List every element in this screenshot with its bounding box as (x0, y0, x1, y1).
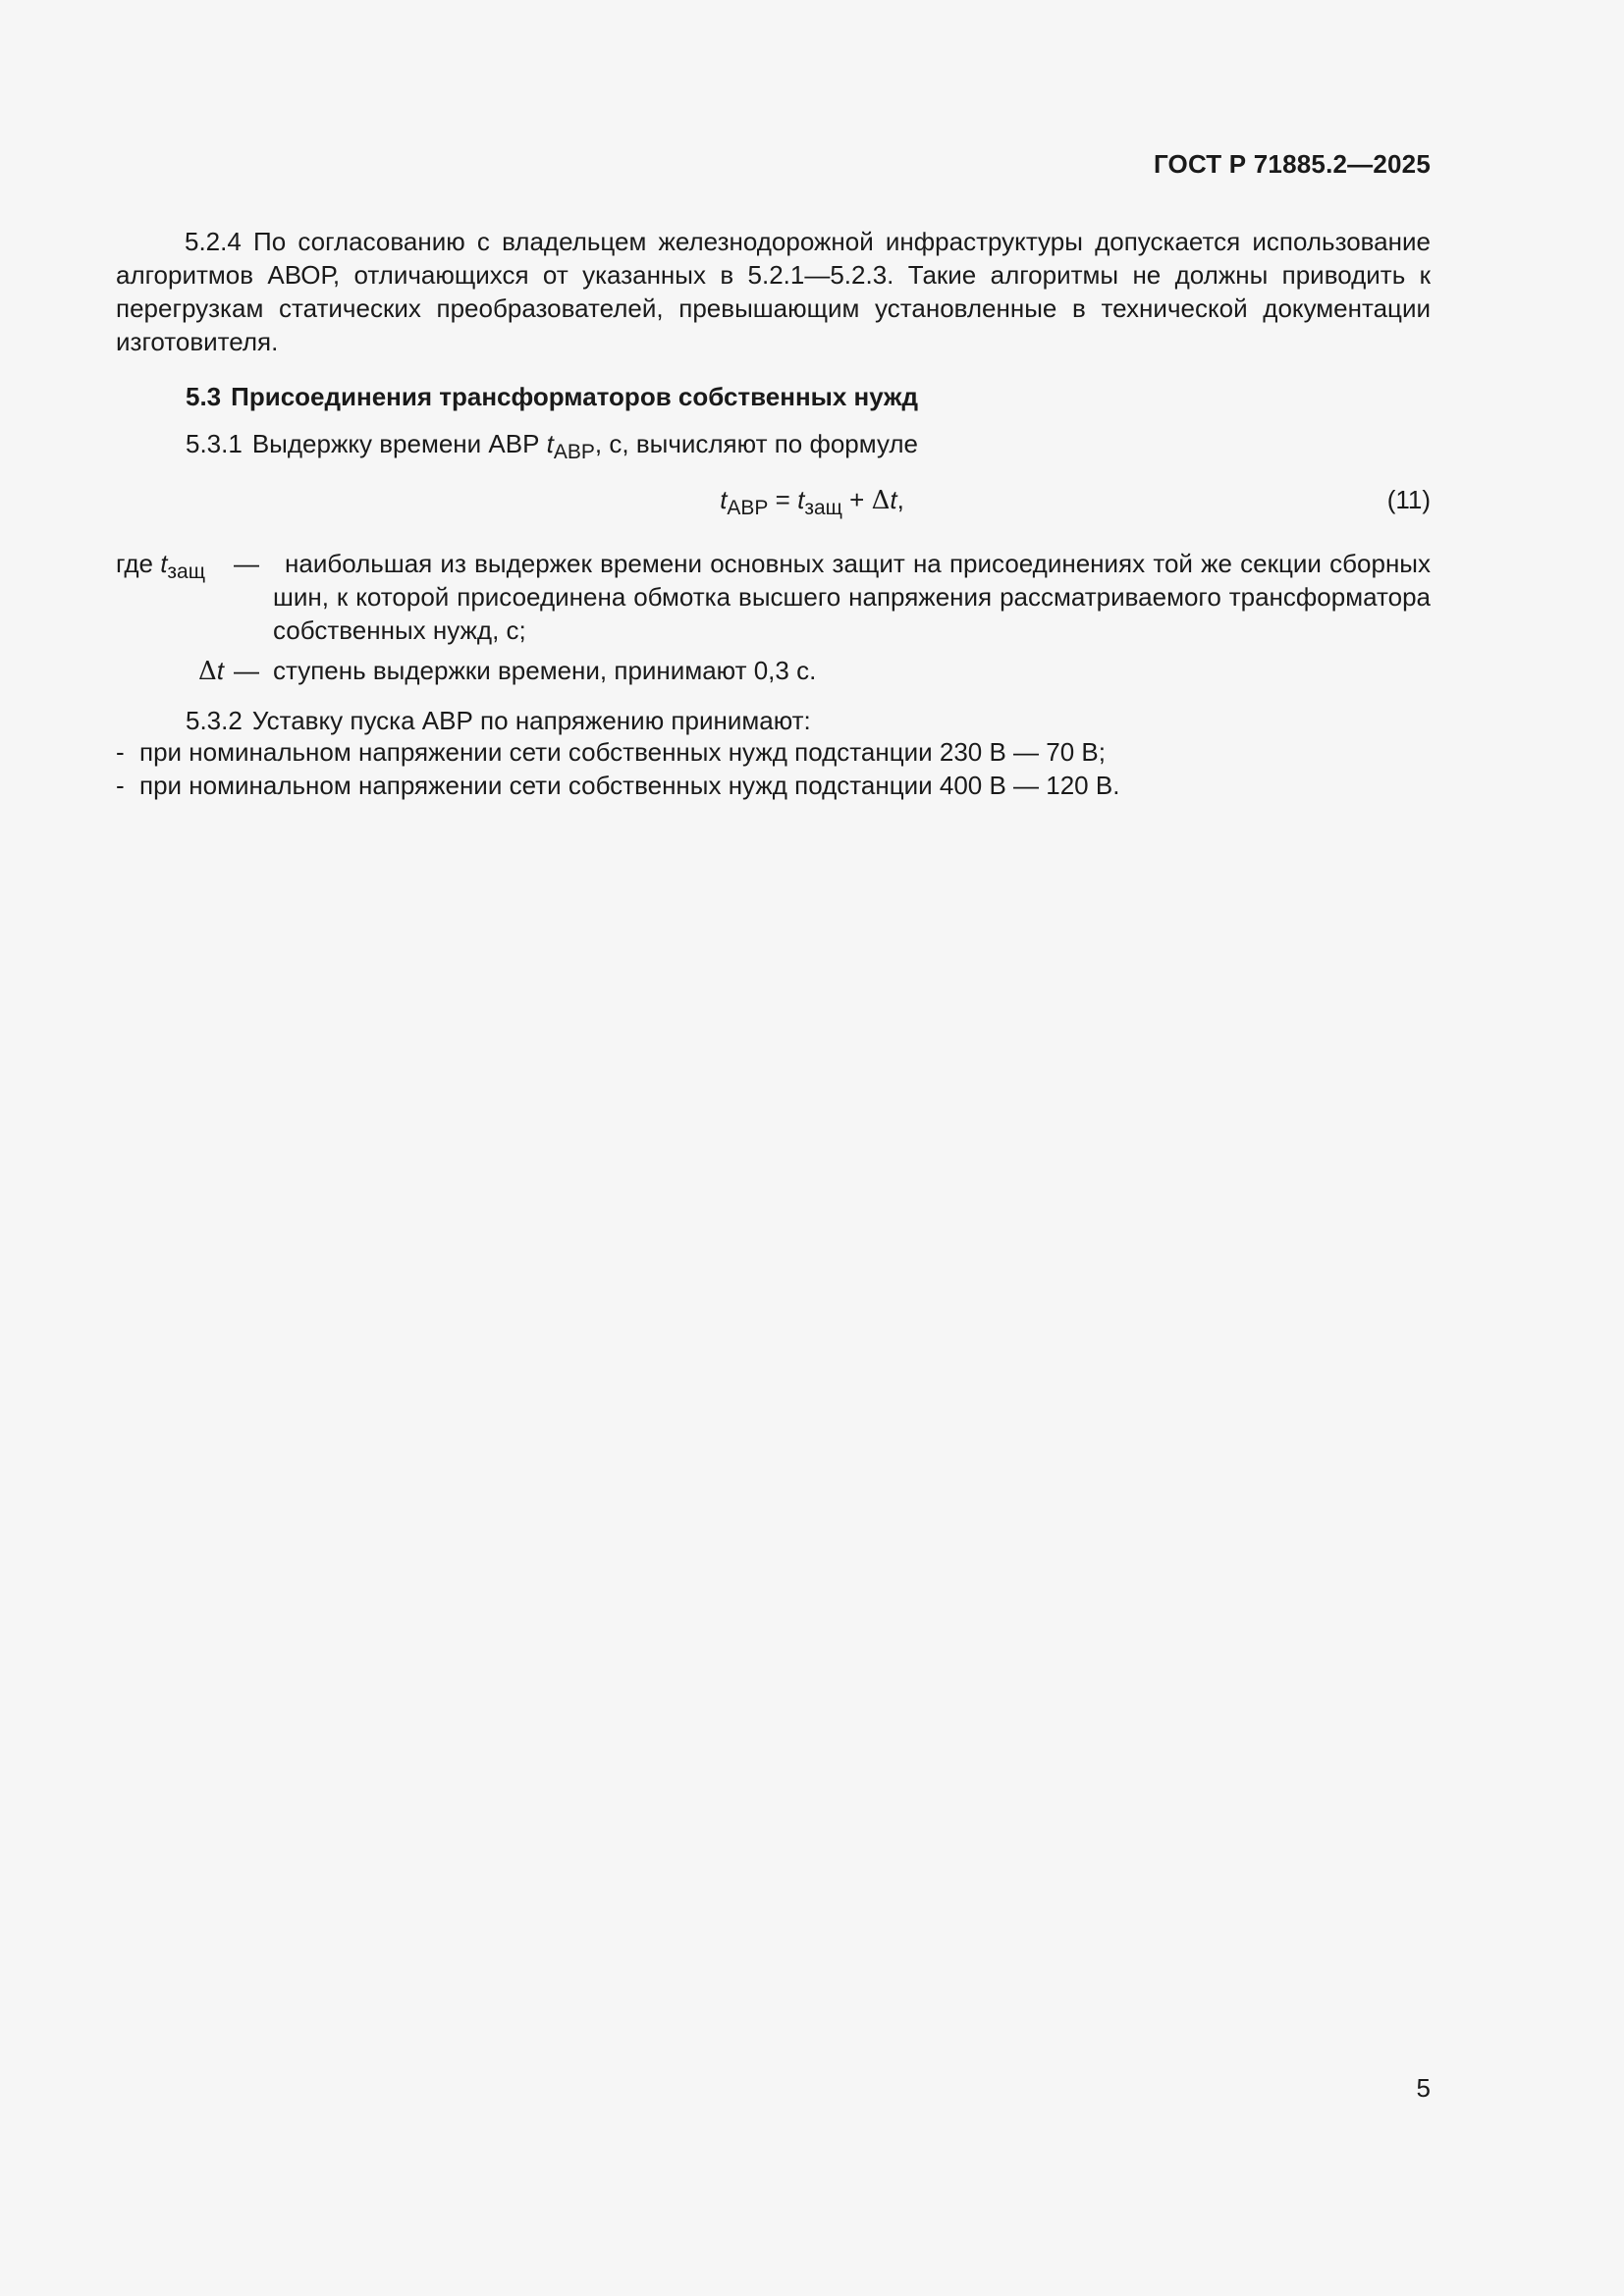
formula-number: (11) (1386, 485, 1431, 514)
list-item (116, 769, 1119, 802)
formula-tail: , (896, 485, 904, 514)
where-definition-2: ступень выдержки времени, принимают 0,3 с. (273, 656, 817, 685)
formula-lhs-var: t (720, 485, 728, 514)
clause-5-3-1 (186, 427, 918, 463)
list-item-text: при номинальном напряжении сети собственных нужд подстанции 230 В — 70 В; (139, 737, 1106, 767)
bullet-list (116, 735, 1119, 802)
where-lead (116, 547, 206, 583)
formula-rhs1-sub: защ (804, 497, 842, 519)
clause-number: 5.3.1 (186, 429, 243, 458)
clause-5-2-4: 5.2.4 По согласованию с владельцем железнодорожной инфраструктуры допускается использование алгоритмов АВОР, отличающихся от указанных в 5.2.1—5.2.3. Такие алгоритмы не должны приводить к перегрузкам статических преобразователей, превышающим установленные в технической документации изготовителя. (116, 227, 1431, 356)
document-header: ГОСТ Р 71885.2—2025 (1153, 149, 1431, 179)
clause-text-after: , с, вычисляют по формуле (594, 429, 918, 458)
where-word: где (116, 549, 153, 578)
formula-rhs2-var: t (890, 485, 897, 514)
section-title: Присоединения трансформаторов собственных нужд (231, 382, 918, 411)
clause-number: 5.3.2 (186, 706, 243, 735)
section-number: 5.3 (186, 382, 222, 411)
page-number: 5 (1416, 2073, 1431, 2103)
formula-equals: = (768, 485, 798, 514)
formula-11 (0, 483, 1624, 517)
formula-plus: + (841, 485, 872, 514)
list-marker: - (116, 771, 125, 800)
where-dash-1: — (234, 549, 259, 578)
list-item-text: при номинальном напряжении сети собственных нужд подстанции 400 В — 120 В. (139, 771, 1120, 800)
variable-subscript: АВР (553, 441, 595, 463)
where-block (116, 547, 1431, 655)
section-5-3-heading (186, 380, 918, 413)
where-dash-2: — (234, 656, 259, 685)
list-item (116, 735, 1119, 769)
list-marker: - (116, 737, 125, 767)
where-var2-t: t (216, 656, 225, 685)
where-var2 (198, 654, 224, 688)
clause-text: Уставку пуска АВР по напряжению принимают: (251, 706, 811, 735)
formula-delta: Δ (871, 486, 891, 515)
where-var1: t (160, 549, 168, 578)
variable-t: t (546, 429, 554, 458)
where-var2-delta: Δ (198, 657, 217, 686)
clause-5-3-2 (186, 704, 811, 737)
clause-text-before: Выдержку времени АВР (251, 429, 547, 458)
where-var1-sub: защ (167, 561, 206, 583)
formula-rhs1-var: t (797, 485, 805, 514)
where-definition-1: наибольшая из выдержек времени основных защит на присоединениях той же секции сборных шин, к которой присоединена обмотка высшего напряжения рассматриваемого трансформатора собственных нужд, с; (273, 549, 1431, 645)
formula-lhs-sub: АВР (727, 497, 769, 519)
